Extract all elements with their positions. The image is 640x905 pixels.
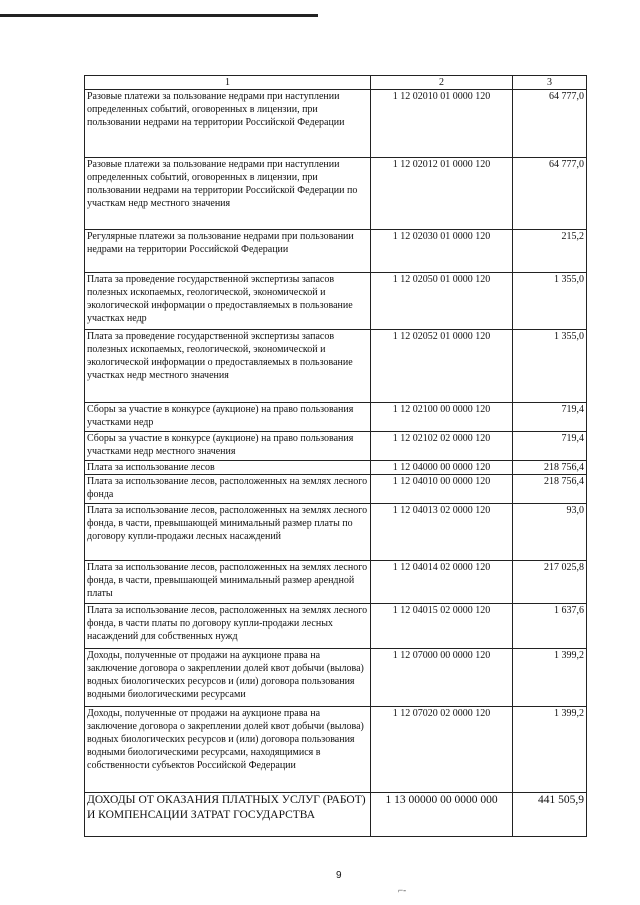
row-code: 1 13 00000 00 0000 000 — [371, 793, 513, 837]
row-amount: 93,0 — [513, 504, 587, 561]
table-row-total — [85, 793, 587, 837]
scan-artifact-line — [0, 14, 318, 17]
table-row — [85, 330, 587, 403]
row-code: 1 12 02030 01 0000 120 — [371, 230, 513, 273]
row-amount: 1 399,2 — [513, 707, 587, 793]
row-name: Плата за использование лесов — [85, 461, 371, 475]
row-amount: 1 637,6 — [513, 604, 587, 649]
row-code: 1 12 02100 00 0000 120 — [371, 403, 513, 432]
row-code: 1 12 02052 01 0000 120 — [371, 330, 513, 403]
row-code: 1 12 04014 02 0000 120 — [371, 561, 513, 604]
row-name: Разовые платежи за пользование недрами при наступлении определенных событий, оговоренных в лицензии, при пользовании недрами на территории Российской Федерации — [85, 90, 371, 158]
row-name: Сборы за участие в конкурсе (аукционе) на право пользования участками недр местного значения — [85, 432, 371, 461]
row-name: Сборы за участие в конкурсе (аукционе) на право пользования участками недр — [85, 403, 371, 432]
row-amount: 64 777,0 — [513, 158, 587, 230]
row-code: 1 12 04015 02 0000 120 — [371, 604, 513, 649]
row-amount: 719,4 — [513, 403, 587, 432]
row-amount: 215,2 — [513, 230, 587, 273]
row-code: 1 12 07020 02 0000 120 — [371, 707, 513, 793]
row-name: Доходы, полученные от продажи на аукционе права на заключение договора о закреплении долей квот добычи (вылова) водных биологических ресурсов и (или) договора пользования водными биологическими ресурсами — [85, 649, 371, 707]
table-row — [85, 604, 587, 649]
table-row — [85, 158, 587, 230]
row-name: Плата за проведение государственной экспертизы запасов полезных ископаемых, геологической, экономической и экологической информации о предоставляемых в пользование участках недр — [85, 273, 371, 330]
table-row — [85, 561, 587, 604]
row-code: 1 12 04013 02 0000 120 — [371, 504, 513, 561]
row-amount: 1 399,2 — [513, 649, 587, 707]
table-row — [85, 432, 587, 461]
stray-mark: ⌐- — [398, 885, 407, 895]
row-name: Плата за использование лесов, расположенных на землях лесного фонда, в части, превышающей минимальный размер арендной платы — [85, 561, 371, 604]
row-name: Разовые платежи за пользование недрами при наступлении определенных событий, оговоренных в лицензии, при пользовании недрами на территории Российской Федерации по участкам недр местного значения — [85, 158, 371, 230]
row-amount: 218 756,4 — [513, 475, 587, 504]
header-col-1: 1 — [85, 76, 371, 90]
row-code: 1 12 04010 00 0000 120 — [371, 475, 513, 504]
row-amount: 1 355,0 — [513, 273, 587, 330]
table-row — [85, 461, 587, 475]
row-amount: 217 025,8 — [513, 561, 587, 604]
row-amount: 218 756,4 — [513, 461, 587, 475]
row-amount: 64 777,0 — [513, 90, 587, 158]
row-name: ДОХОДЫ ОТ ОКАЗАНИЯ ПЛАТНЫХ УСЛУГ (РАБОТ) И КОМПЕНСАЦИИ ЗАТРАТ ГОСУДАРСТВА — [85, 793, 371, 837]
header-col-2: 2 — [371, 76, 513, 90]
table-row — [85, 273, 587, 330]
revenue-table — [84, 75, 587, 837]
row-amount: 719,4 — [513, 432, 587, 461]
header-col-3: 3 — [513, 76, 587, 90]
table-row — [85, 90, 587, 158]
row-code: 1 12 02050 01 0000 120 — [371, 273, 513, 330]
row-code: 1 12 02012 01 0000 120 — [371, 158, 513, 230]
row-name: Доходы, полученные от продажи на аукционе права на заключение договора о закреплении долей квот добычи (вылова) водных биологических ресурсов и (или) договора пользования водными биологическими ресурсами, находящимися в собственности субъектов Российской Федерации — [85, 707, 371, 793]
table-row — [85, 475, 587, 504]
table-header-row — [85, 76, 587, 90]
row-name: Плата за использование лесов, расположенных на землях лесного фонда — [85, 475, 371, 504]
row-amount: 1 355,0 — [513, 330, 587, 403]
row-code: 1 12 02010 01 0000 120 — [371, 90, 513, 158]
page-number: 9 — [336, 870, 342, 881]
row-amount: 441 505,9 — [513, 793, 587, 837]
row-name: Плата за использование лесов, расположенных на землях лесного фонда, в части платы по договору купли-продажи лесных насаждений для собственных нужд — [85, 604, 371, 649]
table-row — [85, 230, 587, 273]
row-code: 1 12 07000 00 0000 120 — [371, 649, 513, 707]
row-code: 1 12 02102 02 0000 120 — [371, 432, 513, 461]
table-row — [85, 504, 587, 561]
row-name: Регулярные платежи за пользование недрами при пользовании недрами на территории Российской Федерации — [85, 230, 371, 273]
row-name: Плата за использование лесов, расположенных на землях лесного фонда, в части, превышающей минимальный размер платы по договору купли-продажи лесных насаждений — [85, 504, 371, 561]
table-row — [85, 707, 587, 793]
row-code: 1 12 04000 00 0000 120 — [371, 461, 513, 475]
table-row — [85, 403, 587, 432]
row-name: Плата за проведение государственной экспертизы запасов полезных ископаемых, геологической, экономической и экологической информации о предоставляемых в пользование участках недр местного значения — [85, 330, 371, 403]
table-row — [85, 649, 587, 707]
